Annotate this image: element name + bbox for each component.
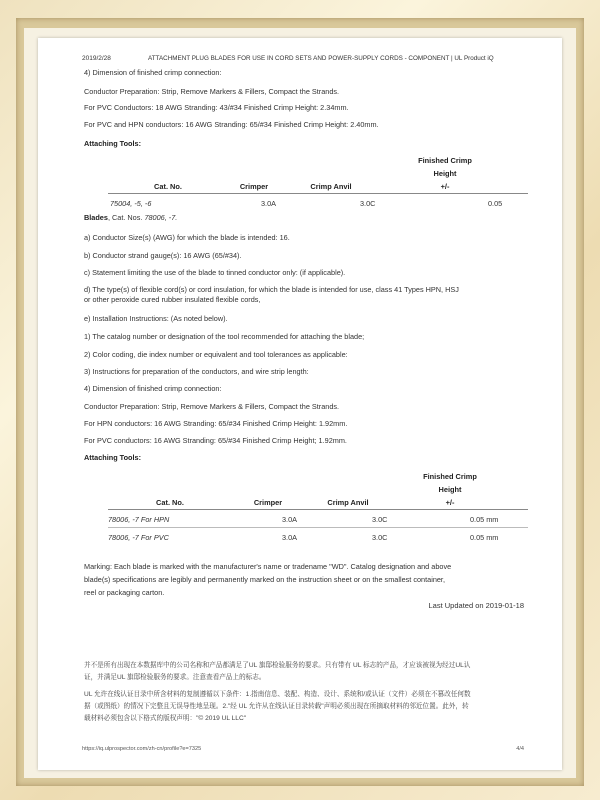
footer-cn-p2-line2: 据（或图纸）的情况下完整且无误导性地呈现。2."经 UL 允许从在线认证目录转载"声明必须出现在所摘取材料的邻近位置。此外，转 <box>84 703 469 710</box>
table2-row1-anvil: 3.0C <box>372 515 388 524</box>
table2-header-rule <box>108 509 528 510</box>
header-title: ATTACHMENT PLUG BLADES FOR USE IN CORD SETS AND POWER-SUPPLY CORDS - COMPONENT | UL Product iQ <box>148 55 494 62</box>
table1-header-crimper: Crimper <box>239 182 269 191</box>
blades-item-a: a) Conductor Size(s) (AWG) for which the blade is intended: 16. <box>84 233 290 242</box>
table2-row2-crimper: 3.0A <box>282 533 298 542</box>
table1-row1-height: 0.05 <box>488 199 503 208</box>
table2-header-height-3: +/- <box>445 498 455 507</box>
table2-row1-cat: 78006, -7 For HPN <box>108 515 170 524</box>
instruction-1: 1) The catalog number or designation of the tool recommended for attaching the blade; <box>84 332 365 341</box>
last-updated: Last Updated on 2019-01-18 <box>428 601 524 610</box>
table1-header-rule <box>108 193 528 194</box>
marking-line2: blade(s) specifications are legibly and permanently marked on the instruction sheet or on the smallest container, <box>84 575 445 584</box>
footer-url[interactable]: https://iq.ulprospector.com/zh-cn/profile?e=7325 <box>82 746 202 752</box>
table1-header-height-3: +/- <box>440 182 450 191</box>
blades-item-c: c) Statement limiting the use of the blade to tinned conductor only: (if applicable). <box>84 268 346 277</box>
table2-header-crimper: Crimper <box>253 498 283 507</box>
table1-header-anvil: Crimp Anvil <box>310 182 352 191</box>
section1-pvc: For PVC Conductors: 18 AWG Stranding: 43/#34 Finished Crimp Height: 2.34mm. <box>84 103 349 112</box>
table2-header-height-2: Height <box>438 485 462 494</box>
instruction-2: 2) Color coding, die index number or equivalent and tool tolerances as applicable: <box>84 350 348 359</box>
footer-page-number: 4/4 <box>516 746 524 752</box>
footer-cn-p2-line3: 载材料必须包含以下格式的版权声明："© 2019 UL LLC" <box>84 715 247 722</box>
header-date: 2019/2/28 <box>82 55 111 62</box>
footer-cn-p2-line1: UL 允许在线认证目录中所含材料的复制遵循以下条件：1.指南信息、装配、构造、设计、系统和/或认证（文件）必须在不篡改任何数 <box>84 691 471 698</box>
table1-header-height-2: Height <box>433 169 457 178</box>
document-page <box>38 38 562 770</box>
section1-item4: 4) Dimension of finished crimp connection: <box>84 68 222 77</box>
table2-row2-height: 0.05 mm <box>470 533 499 542</box>
table2-header-anvil: Crimp Anvil <box>327 498 369 507</box>
blades-hpn: For HPN conductors: 16 AWG Stranding: 65/#34 Finished Crimp Height: 1.92mm. <box>84 419 348 428</box>
marking-line3: reel or packaging carton. <box>84 588 165 597</box>
blades-item-e: e) Installation Instructions: (As noted below). <box>84 314 228 323</box>
table2-row2-anvil: 3.0C <box>372 533 388 542</box>
section1-prep: Conductor Preparation: Strip, Remove Markers & Fillers, Compact the Strands. <box>84 87 340 96</box>
blades-item-d-line1: d) The type(s) of flexible cord(s) or cord insulation, for which the blade is intended for use, class 41 Types HPN, HSJ <box>84 285 459 294</box>
table2-row-rule <box>108 527 528 528</box>
instruction-3: 3) Instructions for preparation of the conductors, and wire strip length: <box>84 367 309 376</box>
blades-item-d-line2: or other peroxide cured rubber insulated flexible cords, <box>84 295 261 304</box>
table2-row1-height: 0.05 mm <box>470 515 499 524</box>
marking-line1: Marking: Each blade is marked with the manufacturer's name or tradename "WD". Catalog designation and above <box>84 562 452 571</box>
footer-cn-p1-line1: 并不是所有出现在本数据库中的公司名称和产品都满足了UL 旗邸检验服务的要求。只有带有 UL 标志的产品，才应该被视为经过UL认 <box>84 662 471 669</box>
blades-item-b: b) Conductor strand gauge(s): 16 AWG (65/#34). <box>84 251 242 260</box>
instruction-4: 4) Dimension of finished crimp connection: <box>84 384 222 393</box>
blades-cat-nos: 78006, -7. <box>144 213 178 222</box>
table1-row1-anvil: 3.0C <box>360 199 376 208</box>
attaching-tools-heading-2: Attaching Tools: <box>84 453 142 462</box>
table2-header-cat: Cat. No. <box>156 498 184 507</box>
table2-header-height-1: Finished Crimp <box>423 472 477 481</box>
table1-row1-crimper: 3.0A <box>261 199 277 208</box>
table1-row1-cat: 75004, -5, -6 <box>110 199 152 208</box>
section1-pvc-hpn: For PVC and HPN conductors: 16 AWG Stranding: 65/#34 Finished Crimp Height: 2.40mm. <box>84 120 379 129</box>
blades-cat-prefix: , Cat. Nos. <box>107 213 145 222</box>
table1-header-height-1: Finished Crimp <box>418 156 472 165</box>
table1-header-cat: Cat. No. <box>154 182 182 191</box>
table2-row2-cat: 78006, -7 For PVC <box>108 533 169 542</box>
footer-cn-p1-line2: 证，并满足UL 旗邸检验服务的要求。注意查看产品上的标志。 <box>84 674 266 681</box>
attaching-tools-heading-1: Attaching Tools: <box>84 139 142 148</box>
table2-row1-crimper: 3.0A <box>282 515 298 524</box>
blades-label: Blades <box>84 213 108 222</box>
blades-prep: Conductor Preparation: Strip, Remove Markers & Fillers, Compact the Strands. <box>84 402 340 411</box>
blades-heading <box>84 213 177 222</box>
blades-pvc: For PVC conductors: 16 AWG Stranding: 65/#34 Finished Crimp Height; 1.92mm. <box>84 436 347 445</box>
